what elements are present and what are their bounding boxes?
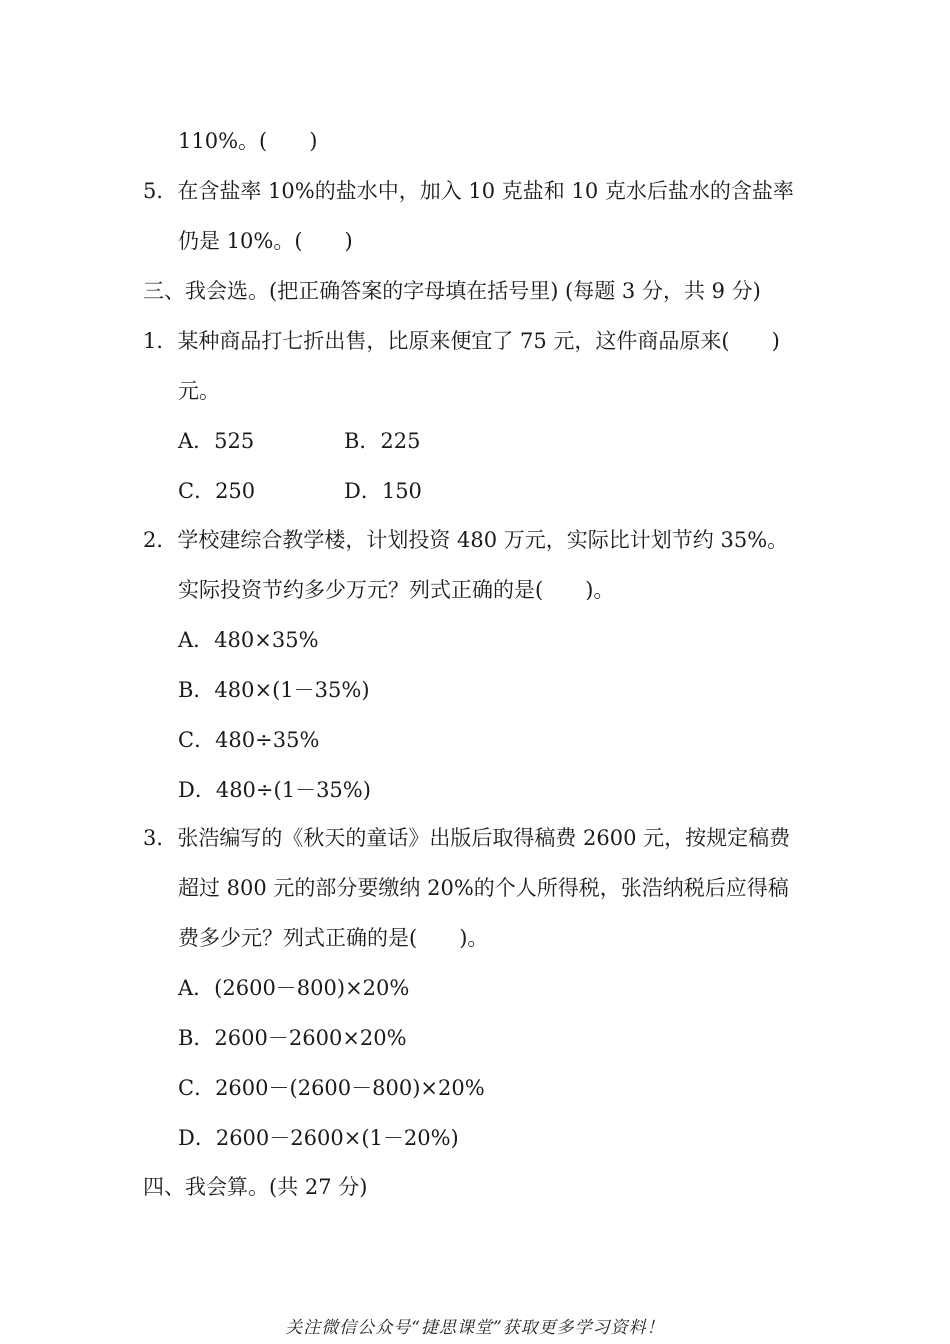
- mc-q2-option-a: A．480×35%: [178, 628, 319, 652]
- mc-q2-option-b: B．480×(1－35%): [178, 678, 370, 702]
- option-a: A．525: [178, 429, 255, 453]
- mc-q3-option-c: C．2600－(2600－800)×20%: [178, 1076, 485, 1100]
- mc-q3-option-a: A．(2600－800)×20%: [178, 976, 410, 1000]
- mc-q1-line: 1．某种商品打七折出售，比原来便宜了 75 元，这件商品原来( ): [143, 329, 780, 353]
- mc-q3-option-b: B．2600－2600×20%: [178, 1026, 407, 1050]
- q5-tail-line: 110%。( ): [178, 129, 318, 153]
- mc-q1-continuation: 元。: [178, 379, 220, 403]
- mc-q3-continuation-2: 费多少元？列式正确的是( )。: [178, 926, 489, 950]
- mc-q2-option-d: D．480÷(1－35%): [178, 778, 371, 802]
- section-4-heading: 四、我会算。(共 27 分): [143, 1175, 368, 1199]
- mc-q2-line: 2．学校建综合教学楼，计划投资 480 万元，实际比计划节约 35%。: [143, 528, 789, 552]
- option-c: C．250: [178, 479, 256, 503]
- section-3-heading: 三、我会选。(把正确答案的字母填在括号里) (每题 3 分，共 9 分): [143, 279, 761, 303]
- mc-q3-option-d: D．2600－2600×(1－20%): [178, 1126, 459, 1150]
- q5-continuation: 仍是 10%。( ): [178, 229, 353, 253]
- q5-line: 5．在含盐率 10%的盐水中，加入 10 克盐和 10 克水后盐水的含盐率: [143, 179, 794, 203]
- mc-q3-line: 3．张浩编写的《秋天的童话》出版后取得稿费 2600 元，按规定稿费: [143, 826, 791, 850]
- option-d: D．150: [344, 479, 422, 503]
- mc-q2-option-c: C．480÷35%: [178, 728, 320, 752]
- mc-q3-continuation-1: 超过 800 元的部分要缴纳 20%的个人所得税，张浩纳税后应得稿: [178, 876, 789, 900]
- mc-q2-continuation: 实际投资节约多少万元？列式正确的是( )。: [178, 578, 615, 602]
- option-b: B．225: [344, 429, 421, 453]
- footer-promo-text: 关注微信公众号“捷思课堂”获取更多学习资料！: [285, 1318, 665, 1338]
